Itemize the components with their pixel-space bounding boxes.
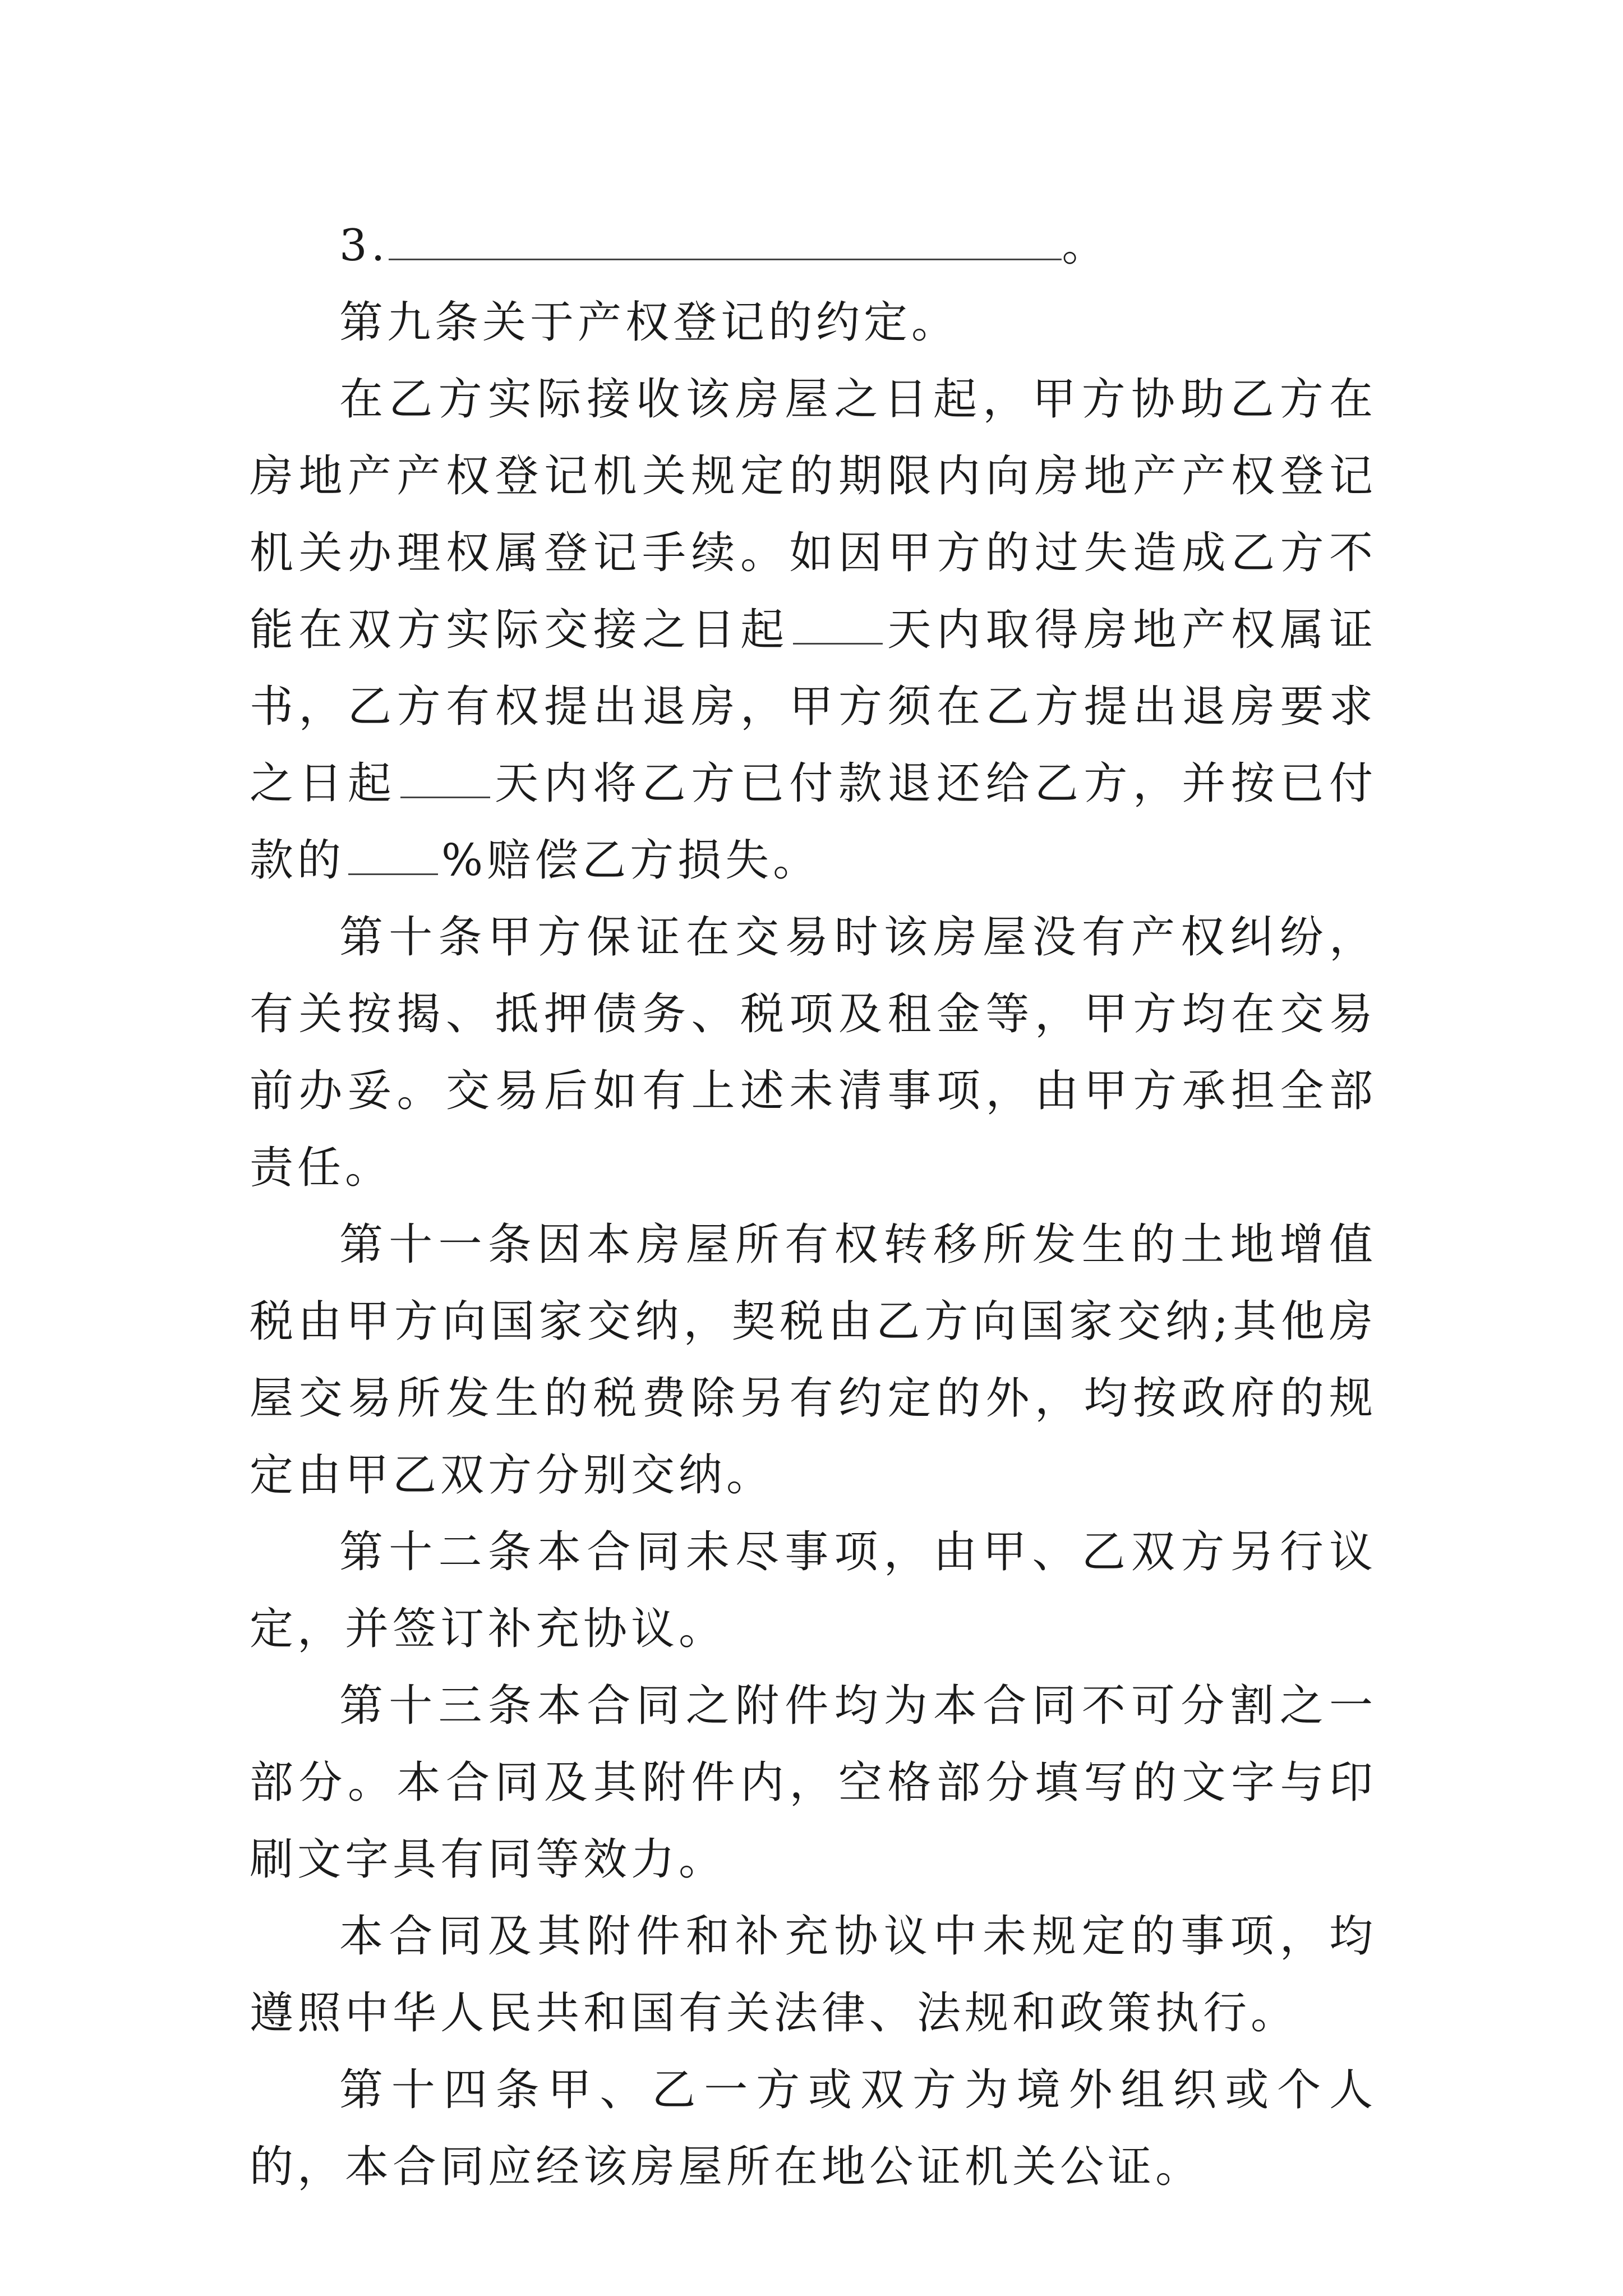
article-11: 第十一条因本房屋所有权转移所发生的土地增值税由甲方向国家交纳，契税由乙方向国家交纳;其他房屋交易所发生的税费除另有约定的外，均按政府的规定由甲乙双方分别交纳。 <box>250 1220 1377 1501</box>
article-14: 第十四条甲、乙一方或双方为境外组织或个人的，本合同应经该房屋所在地公证机关公证。 <box>250 2065 1377 2192</box>
article-9-body <box>250 361 1377 899</box>
item-3-end: 。 <box>1062 220 1110 271</box>
article-9-seg3: 天内将乙方已付款退还给乙方，并按已付款的 <box>250 758 1377 886</box>
article-13: 第十三条本合同之附件均为本合同不可分割之一部分。本合同及其附件内，空格部分填写的文字与印刷文字具有同等效力。 <box>250 1681 1377 1885</box>
article-9-seg1: 在乙方实际接收该房屋之日起，甲方协助乙方在房地产产权登记机关规定的期限内向房地产产权登记机关办理权属登记手续。如因甲方的过失造成乙方不能在双方实际交接之日起 <box>250 374 1377 655</box>
document-body <box>250 208 1377 2206</box>
fill-blank-days-2[interactable] <box>400 792 490 798</box>
article-10: 第十条甲方保证在交易时该房屋没有产权纠纷，有关按揭、抵押债务、税项及租金等，甲方均在交易前办妥。交易后如有上述未清事项，由甲方承担全部责任。 <box>250 912 1377 1193</box>
article-9-heading: 第九条关于产权登记的约定。 <box>339 297 960 348</box>
article-12: 第十二条本合同未尽事项，由甲、乙双方另行议定，并签订补充协议。 <box>250 1527 1377 1654</box>
item-3 <box>250 208 1377 284</box>
article-9-seg4: %赔偿乙方损失。 <box>441 835 821 886</box>
fill-blank-percent[interactable] <box>348 869 438 875</box>
fill-blank-days-1[interactable] <box>793 638 883 645</box>
item-3-number: 3. <box>339 220 389 271</box>
fill-blank-item-3[interactable] <box>389 254 1062 260</box>
article-9-seg2: 天内取得房地产权属证书，乙方有权提出退房，甲方须在乙方提出退房要求之日起 <box>250 605 1377 809</box>
article-13-supplement: 本合同及其附件和补充协议中未规定的事项，均遵照中华人民共和国有关法律、法规和政策执行。 <box>250 1911 1377 2039</box>
